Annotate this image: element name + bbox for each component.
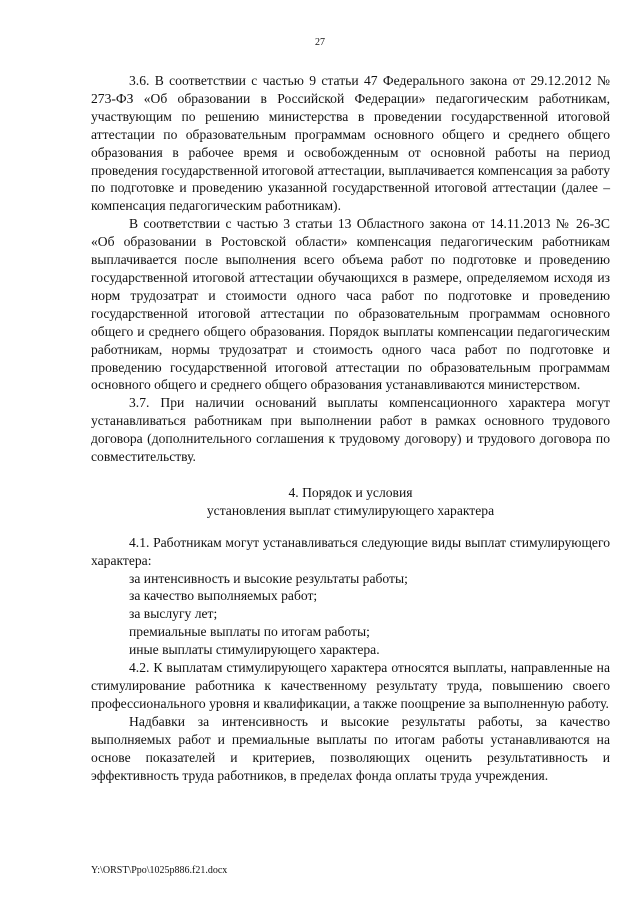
footer-file-path: Y:\ORST\Ppo\1025p886.f21.docx bbox=[91, 865, 228, 876]
page-number: 27 bbox=[315, 37, 325, 48]
paragraph-3-7: 3.7. При наличии оснований выплаты компенсационного характера могут устанавливаться работникам при выполнении работ в рамках основного трудового договора (дополнительного соглашения к трудовому договору) и трудового договора по совместительству. bbox=[91, 395, 610, 465]
section-heading-line-1: 4. Порядок и условия bbox=[288, 484, 413, 500]
section-heading bbox=[91, 484, 610, 520]
list-item: премиальные выплаты по итогам работы; bbox=[129, 624, 370, 640]
list-item: за выслугу лет; bbox=[129, 606, 218, 622]
paragraph-4-1: 4.1. Работникам могут устанавливаться следующие виды выплат стимулирующего характера: bbox=[91, 534, 610, 568]
list-item: за качество выполняемых работ; bbox=[129, 588, 318, 604]
section-heading-line-2: установления выплат стимулирующего характера bbox=[206, 502, 495, 518]
list-item: иные выплаты стимулирующего характера. bbox=[129, 642, 380, 658]
document-body bbox=[91, 72, 610, 784]
list-item: за интенсивность и высокие результаты работы; bbox=[129, 570, 408, 586]
paragraph-4-2: 4.2. К выплатам стимулирующего характера относятся выплаты, направленные на стимулирование работника к качественному результату труда, повышению своего профессионального уровня и квалификации, а также поощрение за выполненную работу. bbox=[91, 660, 610, 711]
payment-types-list bbox=[91, 570, 610, 660]
paragraph-3-6: 3.6. В соответствии с частью 9 статьи 47 Федерального закона от 29.12.2012 № 273-ФЗ «Об образовании в Российской Федерации» педагогическим работникам, участвующим по решению министерства в проведении государственной итоговой аттестации по образовательным программам основного общего и среднего общего образования в рабочее время и освобожденным от основной работы на период проведения государственной итоговой аттестации, выплачивается компенсация за работу по подготовке и проведению указанной государственной итоговой аттестации (далее – компенсация педагогическим работникам). bbox=[91, 73, 610, 214]
paragraph-allowances: Надбавки за интенсивность и высокие результаты работы, за качество выполняемых работ и премиальные выплаты по итогам работы устанавливаются на основе показателей и критериев, позволяющих оценить результативность и эффективность труда работников, в пределах фонда оплаты труда учреждения. bbox=[91, 713, 610, 783]
paragraph-regional-law: В соответствии с частью 3 статьи 13 Областного закона от 14.11.2013 № 26-ЗС «Об образовании в Ростовской области» компенсация педагогическим работникам выплачивается после выполнения всего объема работ по подготовке и проведению государственной итоговой аттестации обучающихся в размере, определяемом исходя из норм трудозатрат и стоимости одного часа работ по подготовке и проведению государственной итоговой аттестации по образовательным программам основного общего и среднего общего образования. Порядок выплаты компенсации педагогическим работникам, нормы трудозатрат и стоимость одного часа работ по подготовке и проведению государственной итоговой аттестации по образовательным программам основного общего и среднего общего образования устанавливаются министерством. bbox=[91, 216, 610, 393]
